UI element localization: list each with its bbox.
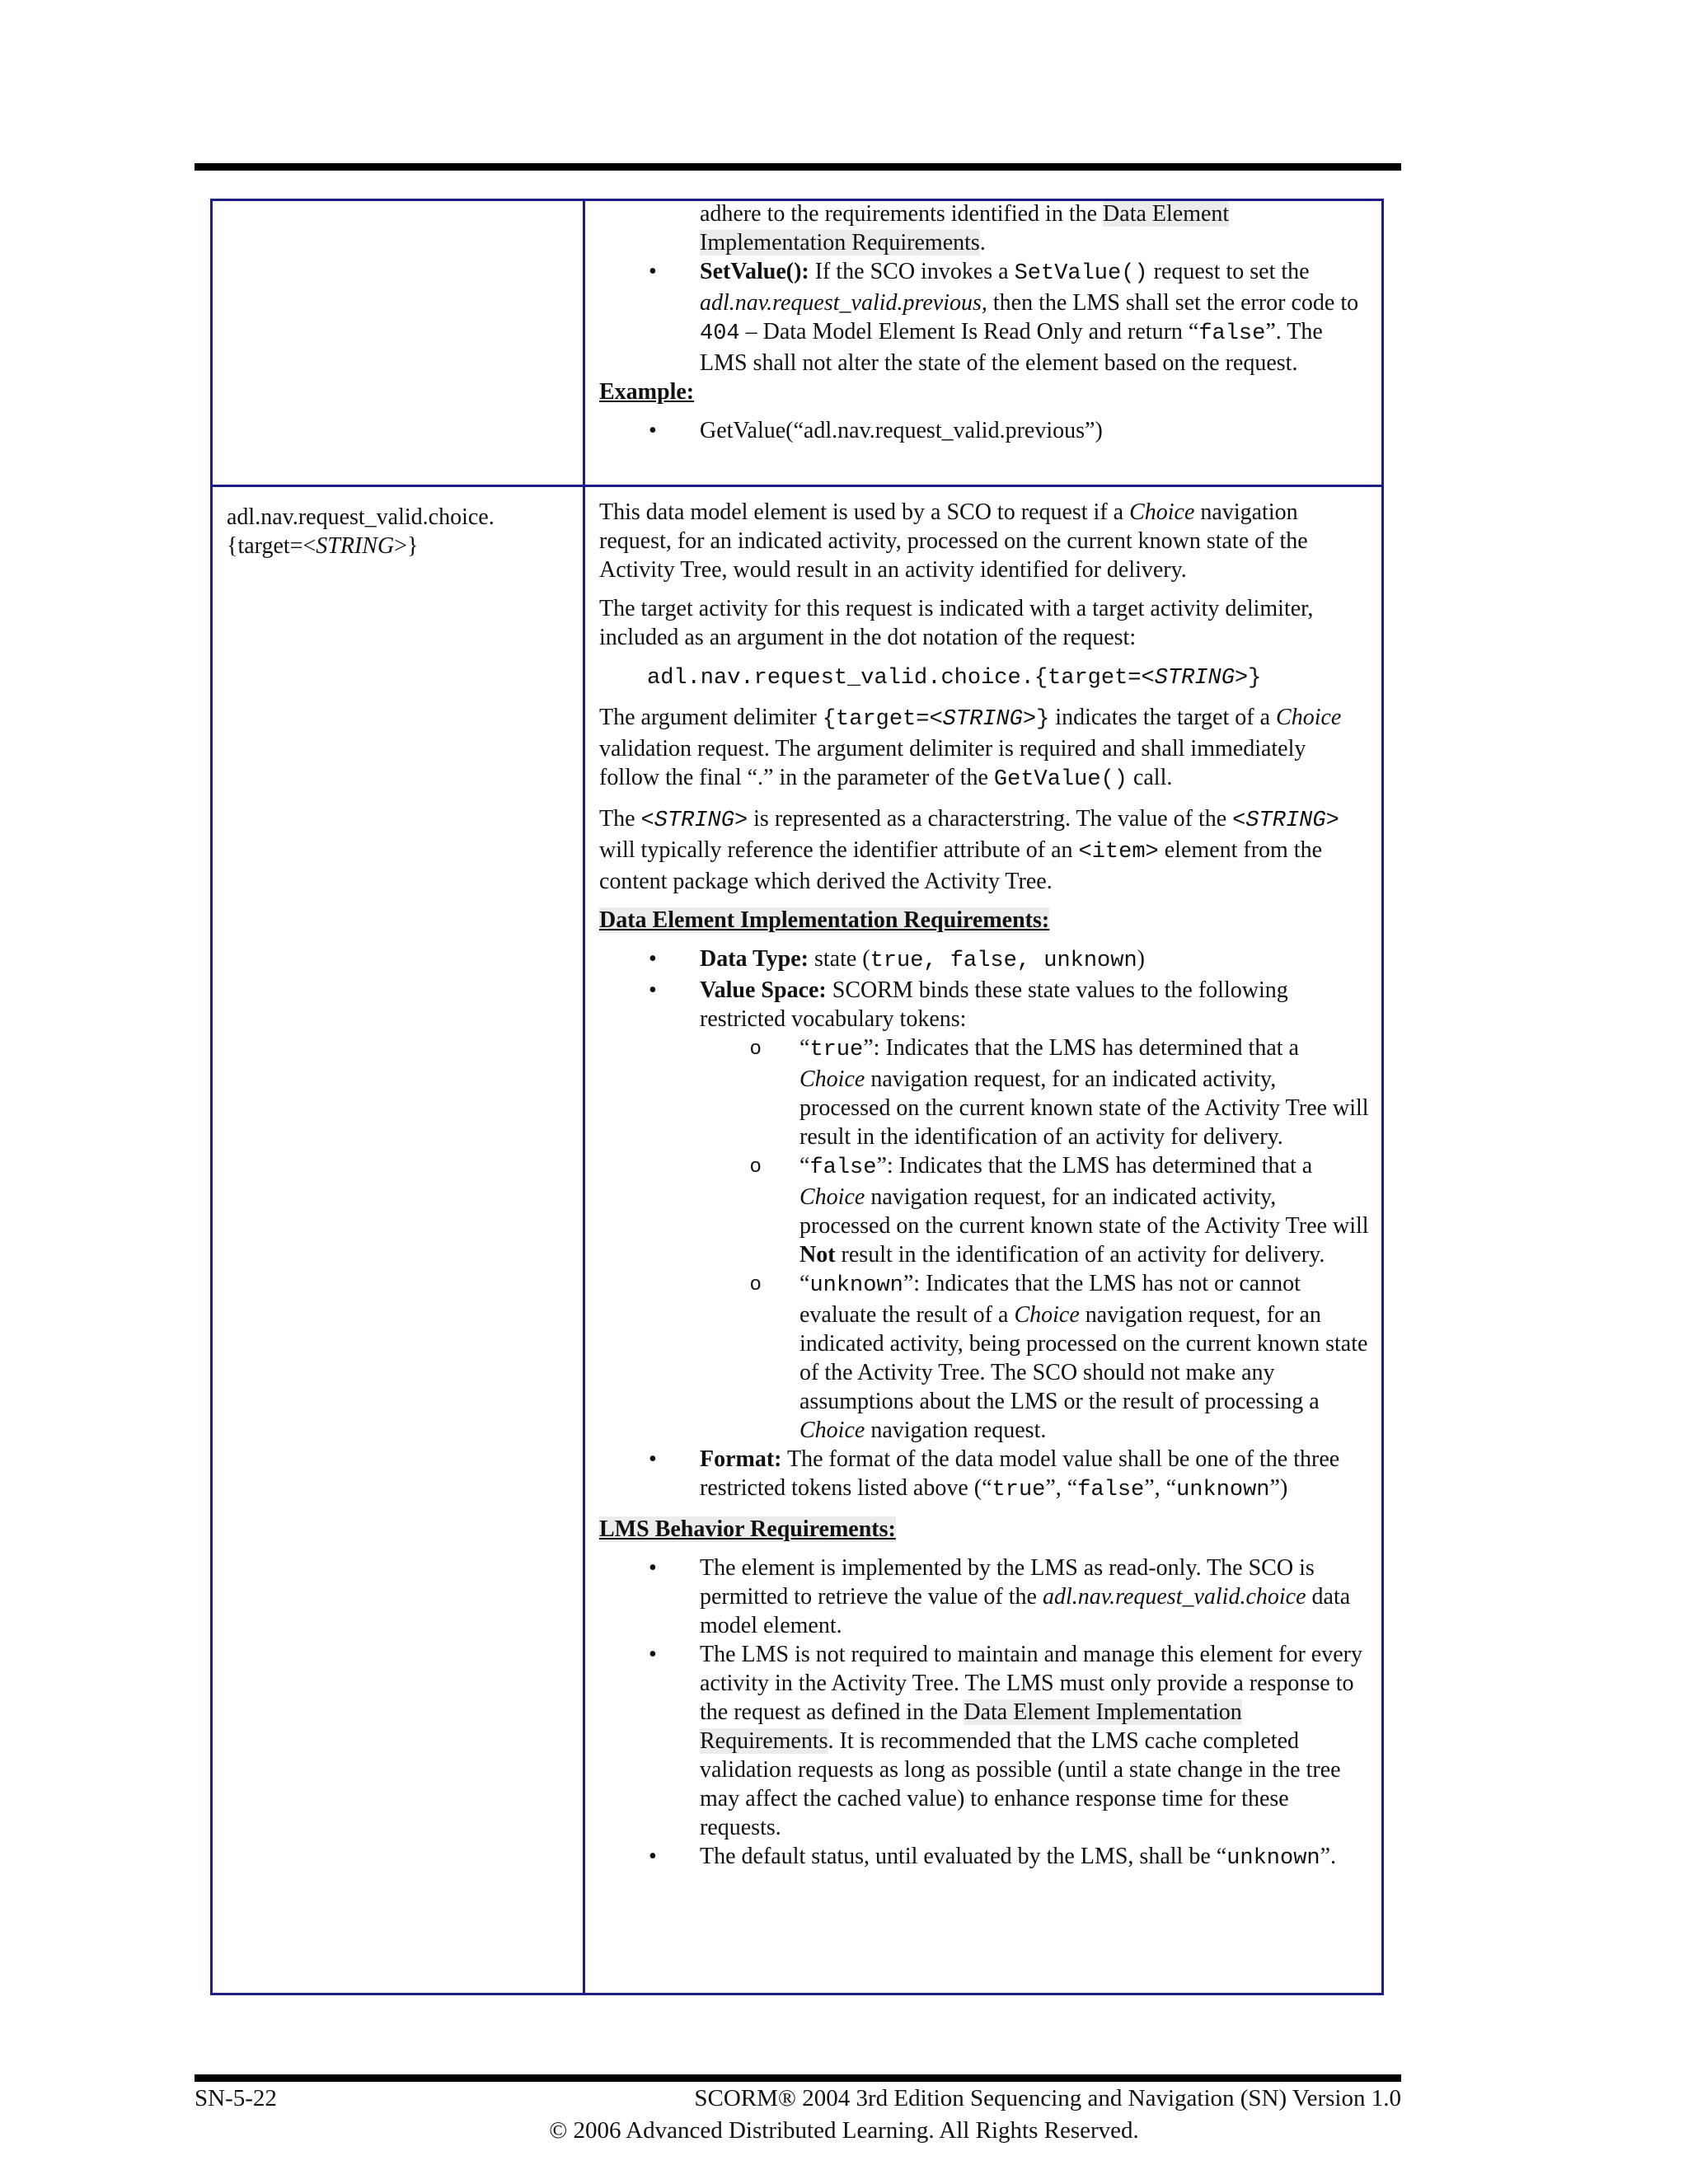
continued-paragraph: adhere to the requirements identified in the Data Element Implementation Requirements. xyxy=(700,201,1230,255)
element-name-cell: adl.nav.request_valid.choice.{target=<STRING>} xyxy=(227,504,495,559)
lms-bullet-default: • The default status, until evaluated by the LMS, shall be “unknown”. xyxy=(599,1842,1370,1873)
data-element-requirements-link: Data Element Implementation Requirements xyxy=(700,1699,1242,1754)
target-paragraph: The target activity for this request is indicated with a target activity delimiter, included as an argument in the dot notation of the request: xyxy=(599,596,1314,650)
setvalue-bullet: • SetValue(): If the SCO invokes a SetValue() request to set the adl.nav.request_valid.previous, then the LMS shall set the error code to 404 – Data Model Element Is Read Only and return “false”. The LMS shall not alter the state of the element based on the request. xyxy=(599,257,1370,377)
data-element-requirements-link: Data Element Implementation Requirements xyxy=(700,201,1230,255)
table-row-divider xyxy=(210,485,1384,487)
row-continued-description xyxy=(599,199,1370,445)
lms-heading: LMS Behavior Requirements: xyxy=(599,1516,896,1542)
footer-rule xyxy=(195,2074,1401,2082)
code-sample: adl.nav.request_valid.choice.{target=<STRING>} xyxy=(647,666,1262,691)
example-item: • GetValue(“adl.nav.request_valid.previous”) xyxy=(599,416,1370,445)
data-type-bullet: • Data Type: state (true, false, unknown) xyxy=(599,944,1370,976)
description-paragraph: This data model element is used by a SCO to request if a Choice navigation request, for an indicated activity, processed on the current known state of the Activity Tree, would result in an activity identified for delivery. xyxy=(599,499,1308,583)
example-heading: Example: xyxy=(599,379,695,405)
lms-bullet-readonly: • The element is implemented by the LMS as read-only. The SCO is permitted to retrieve the value of the adl.nav.request_valid.choice data model element. xyxy=(599,1554,1370,1640)
false-token-item: o “false”: Indicates that the LMS has determined that a Choice navigation request, for an indicated activity, processed on the current known state of the Activity Tree will Not result in the identification of an activity for delivery. xyxy=(599,1151,1370,1269)
unknown-token-item: o “unknown”: Indicates that the LMS has not or cannot evaluate the result of a Choice navigation request, for an indicated activity, being processed on the current known state of the Activity Tree. The SCO should not make any assumptions about the LMS or the result of processing a Choice navigation request. xyxy=(599,1269,1370,1445)
page-number: SN-5-22 xyxy=(195,2085,277,2111)
true-token-item: o “true”: Indicates that the LMS has determined that a Choice navigation request, for an indicated activity, processed on the current known state of the Activity Tree will result in the identification of an activity for delivery. xyxy=(599,1033,1370,1151)
lms-bullet-cache: • The LMS is not required to maintain and manage this element for every activity in the Activity Tree. The LMS must only provide a response to the request as defined in the Data Element Implementation Requirements. It is recommended that the LMS cache completed validation requests as long as possible (until a state change in the tree may affect the cached value) to enhance response time for these requests. xyxy=(599,1640,1370,1842)
table-column-divider xyxy=(583,199,585,1995)
requirements-heading: Data Element Implementation Requirements: xyxy=(599,907,1050,933)
format-bullet: • Format: The format of the data model value shall be one of the three restricted tokens listed above (“true”, “false”, “unknown”) xyxy=(599,1445,1370,1505)
element-description-cell xyxy=(599,498,1370,1873)
delimiter-paragraph: The argument delimiter {target=<STRING>} indicates the target of a Choice validation request. The argument delimiter is required and shall immediately follow the final “.” in the parameter of the GetValue() call. xyxy=(599,705,1342,792)
header-rule xyxy=(195,163,1401,171)
copyright-notice: © 2006 Advanced Distributed Learning. All Rights Reserved. xyxy=(549,2117,1139,2144)
document-title: SCORM® 2004 3rd Edition Sequencing and Navigation (SN) Version 1.0 xyxy=(694,2085,1401,2111)
value-space-bullet: • Value Space: SCORM binds these state values to the following restricted vocabulary tokens: xyxy=(599,976,1370,1033)
string-paragraph: The <STRING> is represented as a characterstring. The value of the <STRING> will typically reference the identifier attribute of an <item> element from the content package which derived the Activity Tree. xyxy=(599,806,1339,894)
